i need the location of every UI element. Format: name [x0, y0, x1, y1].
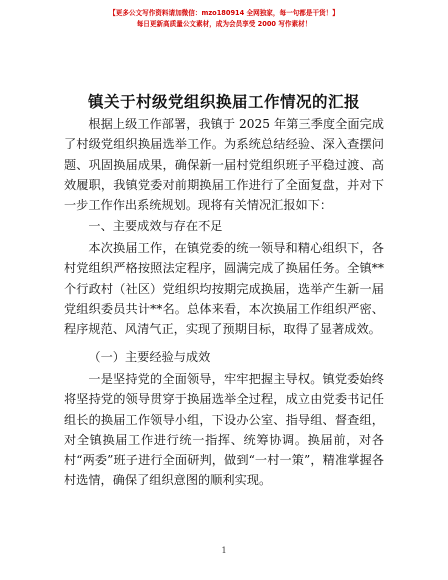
subsection-1-body — [64, 369, 384, 491]
section-1-heading: 一、主要成效与存在不足 — [88, 219, 223, 233]
subsection-1-heading: （一）主要经验与成效 — [88, 350, 211, 364]
section-1-body — [64, 238, 384, 339]
section-1-block — [64, 216, 384, 236]
subsection-1-paragraph: 一是坚持党的全面领导，牢牢把握主导权。镇党委始终将坚持党的领导贯穿于换届选举全过程，成立由党委书记任组长的换届工作领导小组，下设办公室、指导组、督查组，对全镇换届工作进行统一指挥、统筹协调。换届前，对各村“两委”班子进行全面研判，做到“一村一策”，精准掌握各村选情，确保了组织意图的顺利实现。 — [64, 372, 384, 488]
intro-paragraph: 根据上级工作部署，我镇于 2025 年第三季度全面完成了村级党组织换届选举工作。为系统总结经验、深入查摆问题、巩固换届成果，确保新一届村党组织班子平稳过渡、高效履职，我镇党委对前期换届工作进行了全面复盘，并对下一步工作作出系统规划。现将有关情况汇报如下： — [64, 117, 384, 213]
promo-banner-line-2: 每日更新高质量公文素材，成为会员享受 2000 写作素材！ — [136, 20, 312, 28]
promo-banner-line-1: 【更多公文写作资料请加微信：mzo180914 全网独家，每一句都是干货！】 — [109, 9, 339, 17]
section-1-paragraph: 本次换届工作，在镇党委的统一领导和精心组织下，各村党组织严格按照法定程序，圆满完成了换届任务。全镇**个行政村（社区）党组织均按期完成换届，选举产生新一届党组织委员共计**名。总体来看，本次换届工作组织严密、程序规范、风清气正，实现了预期目标，取得了显著成效。 — [64, 241, 384, 337]
document-title: 镇关于村级党组织换届工作情况的汇报 — [87, 93, 360, 111]
page-number: 1 — [221, 546, 227, 555]
subsection-1-block — [64, 347, 384, 367]
intro-block — [64, 114, 384, 215]
promo-banner — [0, 8, 448, 30]
